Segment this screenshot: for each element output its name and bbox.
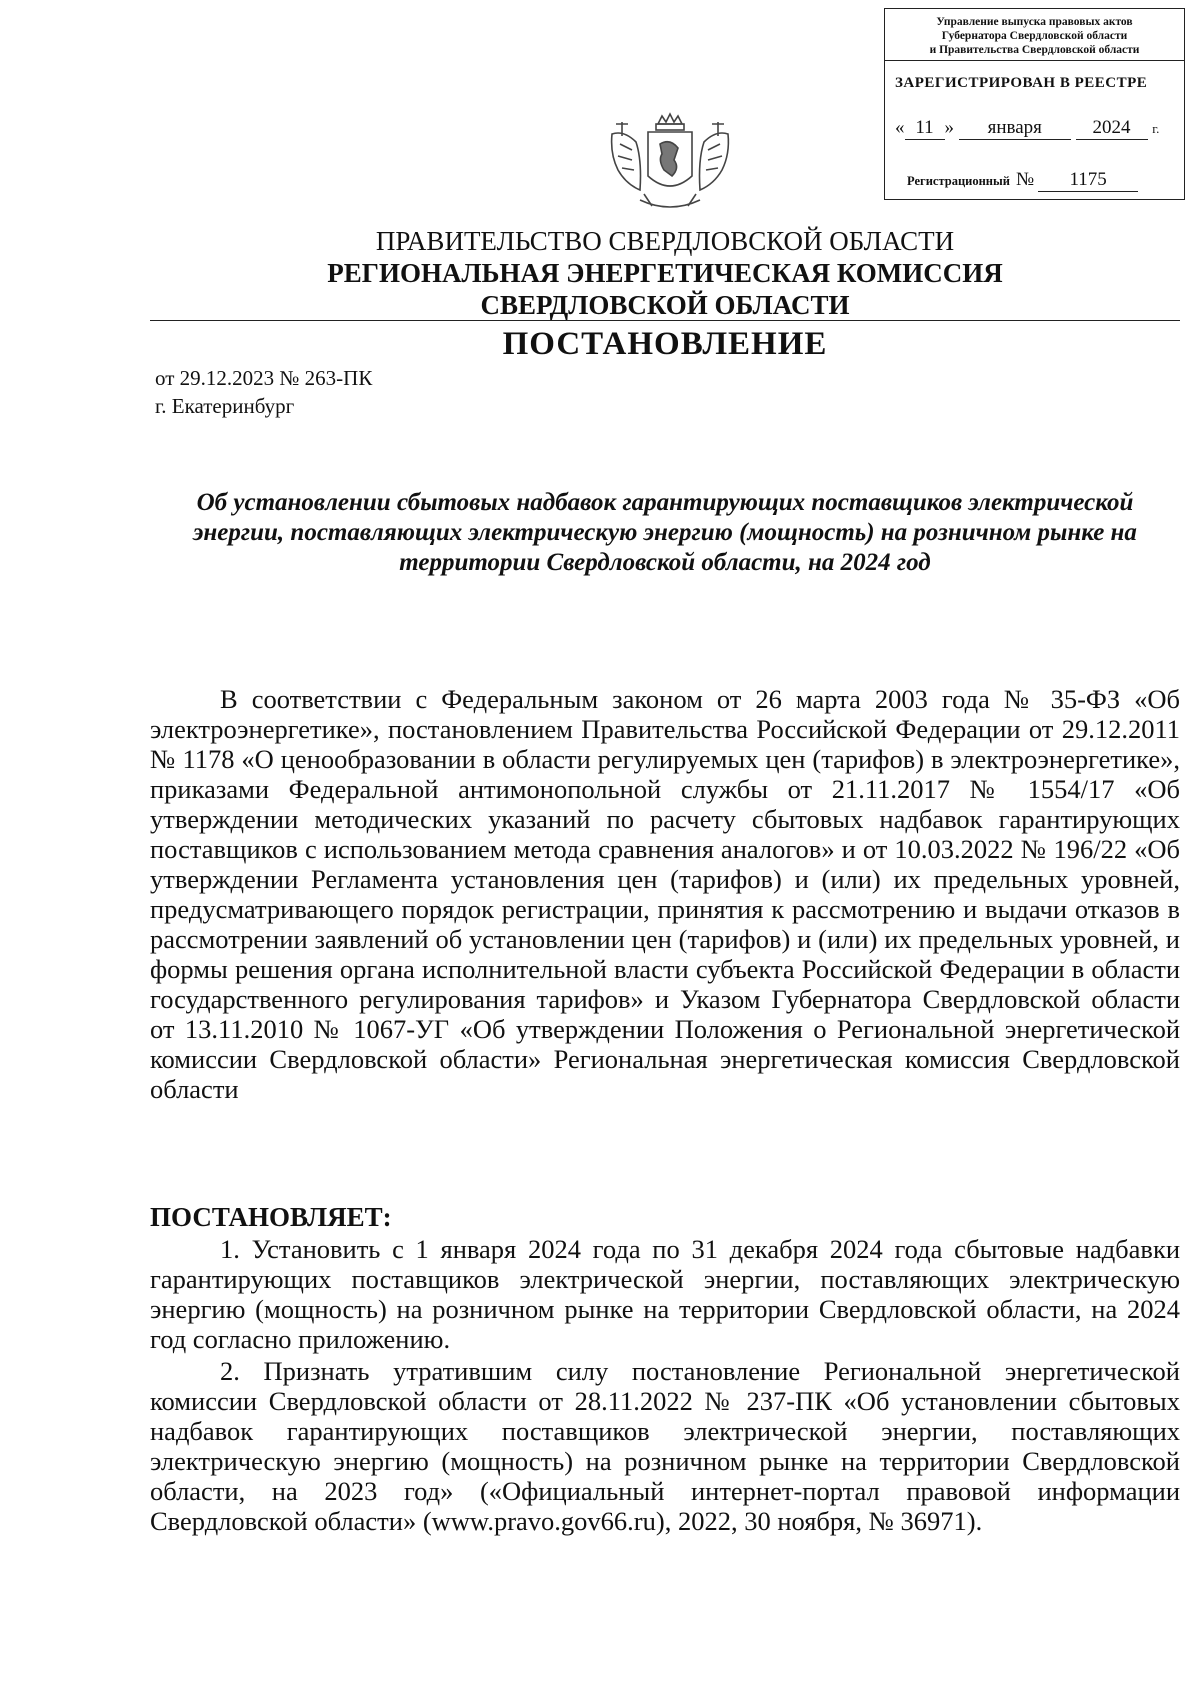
commission-name: РЕГИОНАЛЬНАЯ ЭНЕРГЕТИЧЕСКАЯ КОМИССИЯ	[327, 258, 1003, 288]
document-title: Об установлении сбытовых надбавок гарантирующих поставщиков электрической энергии, поставляющих электрическую энергию (мощность) на розничном рынке на территории Свердловской области, на 2024 год	[193, 489, 1137, 576]
stamp-close-quote: »	[944, 117, 954, 138]
stamp-title: ЗАРЕГИСТРИРОВАН В РЕЕСТРЕ	[895, 75, 1148, 91]
region-name: СВЕРДЛОВСКОЙ ОБЛАСТИ	[480, 290, 850, 320]
stamp-reg-number: 1175	[1038, 169, 1138, 192]
stamp-month: января	[959, 117, 1071, 140]
stamp-authority	[885, 9, 1184, 61]
stamp-day: 11	[905, 117, 945, 140]
header-divider	[150, 320, 1180, 321]
resolves-heading: ПОСТАНОВЛЯЕТ:	[150, 1202, 392, 1232]
stamp-year-suffix: г.	[1152, 121, 1160, 136]
stamp-registration	[907, 169, 1138, 192]
item-1-paragraph: 1. Установить с 1 января 2024 года по 31 декабря 2024 года сбытовые надбавки гарантирующих поставщиков электрической энергии, поставляющих электрическую энергию (мощность) на розничном рынке на территории Свердловской области, на 2024 год согласно приложению.	[150, 1234, 1180, 1354]
document-type: ПОСТАНОВЛЕНИЕ	[502, 326, 828, 362]
stamp-authority-line: Губернатора Свердловской области	[941, 30, 1128, 42]
stamp-year: 2024	[1076, 117, 1148, 140]
item-2-paragraph: 2. Признать утратившим силу постановление Региональной энергетической комиссии Свердловской области от 28.11.2022 № 237-ПК «Об установлении сбытовых надбавок гарантирующих поставщиков электрической энергии, поставляющих электрическую энергию (мощность) на розничном рынке на территории Свердловской области, на 2023 год» («Официальный интернет-портал правовой информации Свердловской области» (www.pravo.gov66.ru), 2022, 30 ноября, № 36971).	[150, 1356, 1180, 1536]
document-city: г. Екатеринбург	[155, 394, 295, 418]
stamp-authority-line: и Правительства Свердловской области	[929, 44, 1140, 56]
stamp-date	[895, 117, 1159, 140]
document-number: от 29.12.2023 № 263-ПК	[155, 366, 373, 390]
stamp-no-sign: №	[1015, 169, 1035, 190]
government-name: ПРАВИТЕЛЬСТВО СВЕРДЛОВСКОЙ ОБЛАСТИ	[375, 226, 955, 256]
registration-stamp	[884, 8, 1185, 200]
preamble-paragraph: В соответствии с Федеральным законом от 26 марта 2003 года № 35-ФЗ «Об электроэнергетике», постановлением Правительства Российской Федерации от 29.12.2011 № 1178 «О ценообразовании в области регулируемых цен (тарифов) в электроэнергетике», приказами Федеральной антимонопольной службы от 21.11.2017 № 1554/17 «Об утверждении методических указаний по расчету сбытовых надбавок гарантирующих поставщиков с использованием метода сравнения аналогов» и от 10.03.2022 № 196/22 «Об утверждении Регламента установления цен (тарифов) и (или) их предельных уровней, предусматривающего порядок регистрации, принятия к рассмотрению и выдачи отказов в рассмотрении заявлений об установлении цен (тарифов) и (или) их предельных уровней, и формы решения органа исполнительной власти субъекта Российской Федерации в области государственного регулирования тарифов» и Указом Губернатора Свердловской области от 13.11.2010 № 1067-УГ «Об утверждении Положения о Региональной энергетической комиссии Свердловской области» Региональная энергетическая комиссия Свердловской области	[150, 684, 1180, 1104]
stamp-open-quote: «	[895, 117, 905, 138]
stamp-authority-line: Управление выпуска правовых актов	[936, 16, 1133, 28]
coat-of-arms-icon	[600, 110, 740, 220]
stamp-reg-label: Регистрационный	[907, 174, 1010, 188]
